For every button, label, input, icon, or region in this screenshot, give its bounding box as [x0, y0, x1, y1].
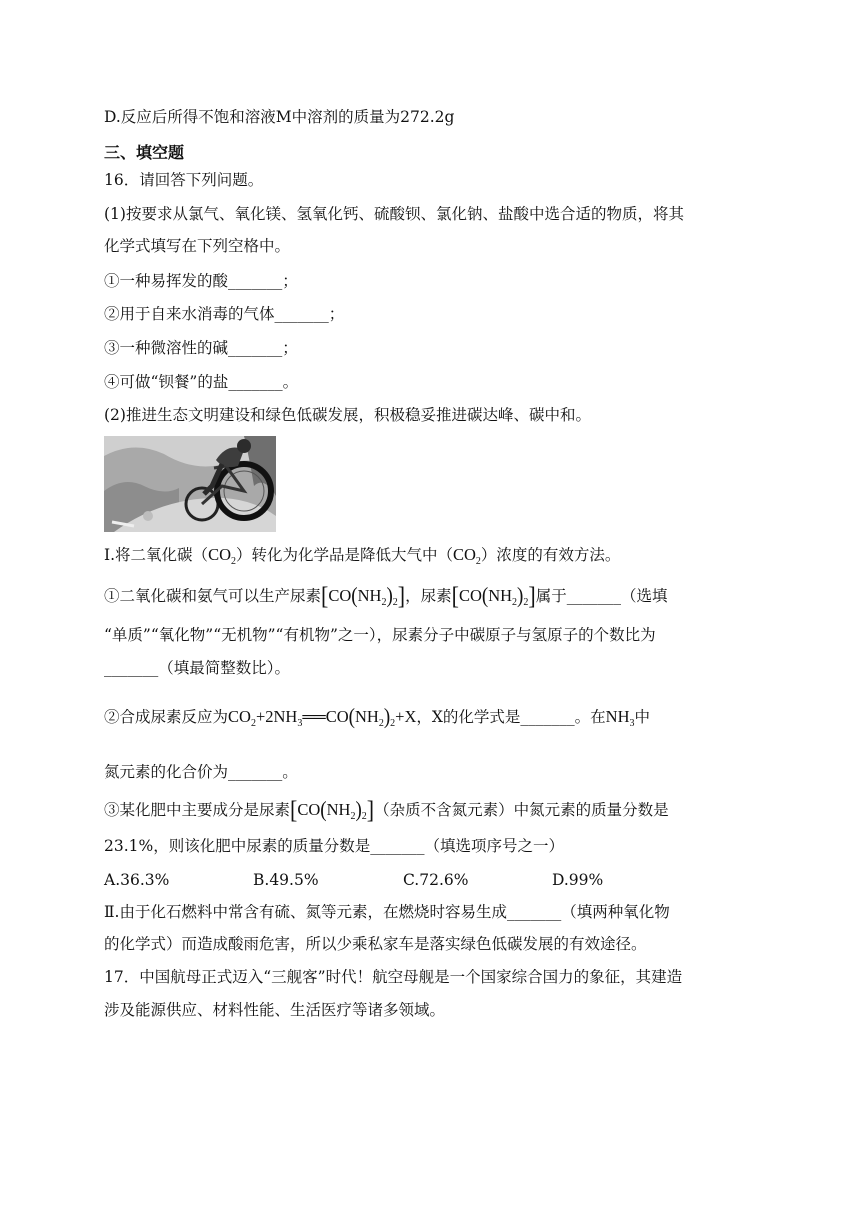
section-title: 三、填空题 [104, 143, 185, 162]
option-a: A.36.3% [104, 871, 170, 889]
urea-formula: $[CO(NH_2)_2]$ [451, 581, 536, 610]
point-1-line1 [104, 581, 668, 614]
q16-part2: (2)推进生态文明建设和绿色低碳发展，积极稳妥推进碳达峰、碳中和。 [104, 406, 591, 424]
option-d: D.反应后所得不饱和溶液M中溶剂的质量为272.2g [104, 108, 455, 126]
section-ii-line2: 的化学式）而造成酸雨危害，所以少乘私家车是落实绿色低碳发展的有效途径。 [104, 935, 647, 953]
question-17-line1: 17．中国航母正式迈入“三舰客”时代！航空母舰是一个国家综合国力的象征，其建造 [104, 968, 683, 986]
point-2-line2: 氮元素的化合价为_______。 [104, 763, 298, 781]
point-1-part-c: 属于_______（选填 [535, 587, 668, 605]
question-16: 16．请回答下列问题。 [104, 171, 264, 189]
co2-formula: $CO_2$ [453, 545, 481, 567]
option-c: C.72.6% [403, 871, 469, 889]
point-3-part-a: ③某化肥中主要成分是尿素 [104, 801, 291, 819]
option-b: B.49.5% [253, 871, 319, 889]
point-1-part-a: ①二氧化碳和氨气可以生产尿素 [104, 587, 322, 605]
q16-blank-1: ①一种易挥发的酸_______； [104, 272, 298, 290]
cyclist-illustration [104, 436, 276, 532]
question-17-line2: 涉及能源供应、材料性能、生活医疗等诸多领域。 [104, 1001, 446, 1019]
q16-part1-line1: (1)按要求从氯气、氧化镁、氢氧化钙、硫酸钡、氯化钠、盐酸中选合适的物质，将其 [104, 205, 684, 223]
nh3-formula: $NH_3$ [605, 707, 635, 729]
section-i-part-a: Ⅰ.将二氧化碳（ [104, 546, 209, 564]
section-i-part-c: ）浓度的有效方法。 [480, 546, 621, 564]
point-2-part-a: ②合成尿素反应为 [104, 708, 229, 726]
section-ii-line1: Ⅱ.由于化石燃料中常含有硫、氮等元素，在燃烧时容易生成_______（填两种氧化物 [104, 903, 670, 921]
section-i-text [104, 544, 620, 573]
urea-formula: $[CO(NH_2)_2]$ [290, 795, 375, 824]
q16-blank-4: ④可做“钡餐”的盐_______。 [104, 373, 299, 391]
point-2-part-c: 中 [634, 708, 651, 726]
reaction-equation: $CO_2+2NH_3══CO(NH_2)_2+X$ [228, 705, 417, 730]
q16-blank-3: ③一种微溶性的碱_______； [104, 339, 298, 357]
point-2-line1 [104, 706, 650, 735]
point-1-part-b: ，尿素 [405, 587, 452, 605]
point-3-line2: 23.1%，则该化肥中尿素的质量分数是_______（填选项序号之一） [104, 837, 564, 855]
urea-formula: $[CO(NH_2)_2]$ [321, 581, 406, 610]
q16-part1-line2: 化学式填写在下列空格中。 [104, 237, 291, 255]
co2-formula: $CO_2$ [208, 545, 236, 567]
q16-blank-2: ②用于自来水消毒的气体_______； [104, 305, 345, 323]
point-1-line2: “单质”“氧化物”“无机物”“有机物”之一），尿素分子中碳原子与氢原子的个数比为 [104, 626, 656, 644]
section-i-part-b: ）转化为化学品是降低大气中（ [235, 546, 453, 564]
point-3-line1 [104, 795, 669, 828]
point-3-part-b: （杂质不含氮元素）中氮元素的质量分数是 [374, 801, 669, 819]
option-d-answer: D.99% [552, 871, 604, 889]
point-1-line3: _______（填最简整数比）。 [104, 659, 291, 677]
answer-options [104, 869, 804, 891]
point-2-part-b: ，X的化学式是_______。在 [416, 708, 606, 726]
